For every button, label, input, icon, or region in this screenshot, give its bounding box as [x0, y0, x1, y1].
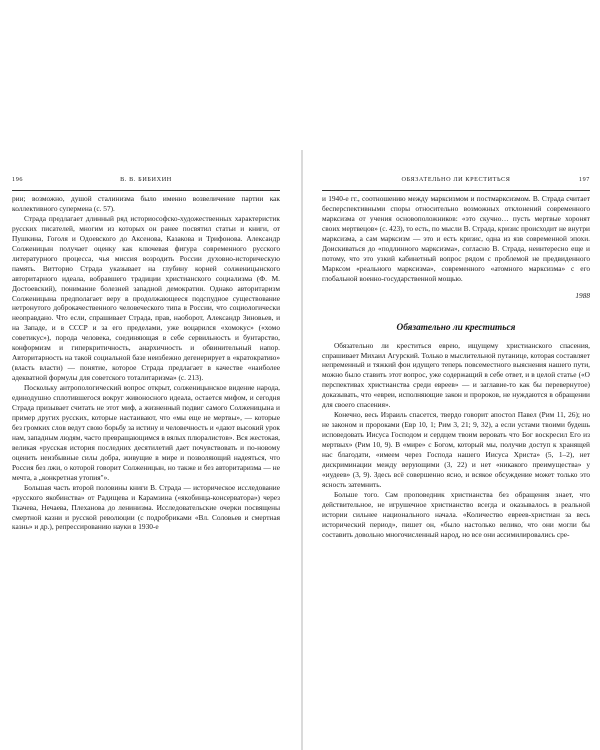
right-body-text — [322, 194, 590, 540]
book-gutter — [301, 150, 303, 750]
paragraph: Страда предлагает длинный ряд историософско-художественных характеристик русских писателей, многим из которых он ранее посвятил статьи и книги, от Пушкина, Гоголя и Одоевского до Аксенова, Казакова и Трифонова. Александр Солженицын получает оценку как ключевая фигура современного русского литературного процесса, чья миссия возродить России духовно-историческую память. Витторио Страда указывает на глубину корней солженицынского авторитарного идеала, вобравшего традиции христианского социализма (Ф. М. Достоевский), понимание болезней западной демократии. Однако авторитаризм Солженицына предполагает веру в продолжающееся подспудное существование нетронутого доброкачественного человеческого типа в России, что социологически неоправдано. Что если, спрашивает Страда, прав, наоборот, Александр Зиновьев, и на Западе, и в СССР и за его пределами, уже воцарился «хомокус» («хомо советикус»), порода человека, соединяющая в себе сервильность и бунтарство, конформизм и гиперкритичность, анархичность и обвинительный напор. Авторитарность на такой социальной базе неизбежно дегенерирует в «кратократию» (власть власти) — понятие, которое Страда предлагает в качестве «наиболее адекватной формулы для советского тоталитаризма» (с. 213). — [12, 213, 280, 383]
paragraph: Большая часть второй половины книги В. Страда — историческое исследование «русского якобинства» от Радищева и Карамзина («якобинца-консерватора») через Ткачева, Нечаева, Плеханова до ленинизма. Исследовательские очерки посвящены смертной казни и русской революции (с подробриками «Вл. Соловьев и смертная казнь» и др.), репрессированию науки в 1930-е — [12, 482, 280, 532]
left-body-text — [12, 194, 280, 532]
right-header-rule — [322, 190, 590, 191]
left-page-number: 196 — [12, 176, 24, 183]
left-header-rule — [12, 190, 280, 191]
paragraph: рии; возможно, душой сталинизма было именно возвеличение партии как коллективного супермена (с. 57). — [12, 194, 280, 213]
paragraph: Больше того. Сам проповедник христианства без обращения знает, что действительное, не игрушечное христианство всегда и оказывалось в реальной истории сильнее национального начала. «Количество евреев-христиан за весь исторический период», пишет он, «было настолько велико, что они могли бы составить довольно многочисленный народ, но все они ассимилировались сре- — [322, 489, 590, 539]
paragraph: Конечно, весь Израиль спасется, твердо говорит апостол Павел (Рим 11, 26); но не законом и пророками (Евр 10, 1; Рим 3, 21; 9, 32), а если устами твоими будешь исповедовать Иисуса Господом и сердцем твоим веровать что Бог воскресил Его из мертвых» (Рим 10, 9). В «мире» с Богом, который мы, получив доступ к хранящей нас благодати, «имеем через Господа нашего Иисуса Христа» (5, 1–2), нет дискриминации между верующими (3, 22) и нет «никакого преимущества» у «иудеев» (3, 9). Здесь всё совершенно ясно, и всякое обсуждение может только это ясность затемнить. — [322, 410, 590, 489]
section-heading: Обязательно ли креститься — [396, 322, 516, 333]
paragraph: Поскольку антропологический вопрос открыт, солженицынское видение народа, единодушно сплотившегося вокруг живоносного идеала, остается мифом, и сегодня Страда призывает считать не этот миф, а жизненный подвиг самого Солженицына и пример других русских, которые настаивают, что «мы еще не мертвы», — которые без громких слов ведут свою борьбу за истину и человечность и «дают высокий урок нам, западным людям, часто превращающимся в вялых плюралистов». Вся жестокая, великая «русская история последних десятилетий дает почувствовать и по-новому оценить неизбывные силы добра, живущие в мире и позволяющий надеяться, что Россия без лжи, о которой говорит Солженицын, но также и без авторитаризма — не мечта, а „конкретная утопия"». — [12, 383, 280, 482]
right-page-number: 197 — [578, 176, 590, 183]
right-running-head — [322, 176, 590, 188]
article-date: 1988 — [575, 290, 590, 300]
left-page — [12, 176, 280, 532]
left-running-head — [12, 176, 280, 188]
paragraph: и 1940-е гг., соотношению между марксизмом и постмарксизмом. В. Страда считает бесперспективными споры относительно возможных отклонений современного марксизма от учения основоположников: «это скучно… пусть мертвые хоронят своих мертвецов» (с. 423), то есть, по мысли В. Страда, кризис происходит не внутри марксизма, а сам марксизм — это и есть кризис, одна из язв современной эпохи. Доискиваться до «подлинного марксизма», согласно В. Страда, неинтересно еще и потому, что это узкий кабинетный вопрос рядом с проблемой не предвиденного Марксом «реального марксизма», современного «атомного марксизма» с его глобальной военно-государственной мощью. — [322, 194, 590, 283]
right-page — [322, 176, 590, 540]
left-running-title: В. В. БИБИХИН — [120, 176, 172, 183]
paragraph: Обязательно ли креститься еврею, ищущему христианского спасения, спрашивает Михаил Агурский. Только в мыслительной путанице, которая составляет непременный и тяжкий фон идущего теперь повсеместного выяснения нашего пути, можно было ставить этот вопрос, уже содержащий в себе ответ, и в целой статье («О перспективах христианства среди евреев» — и заглавие-то как бы перевернутое) доказывать, что «евреи, исполняющие закон и пророков, не нуждаются в обращении для своего спасения». — [322, 340, 590, 410]
right-running-title: ОБЯЗАТЕЛЬНО ЛИ КРЕСТИТЬСЯ — [401, 176, 511, 183]
